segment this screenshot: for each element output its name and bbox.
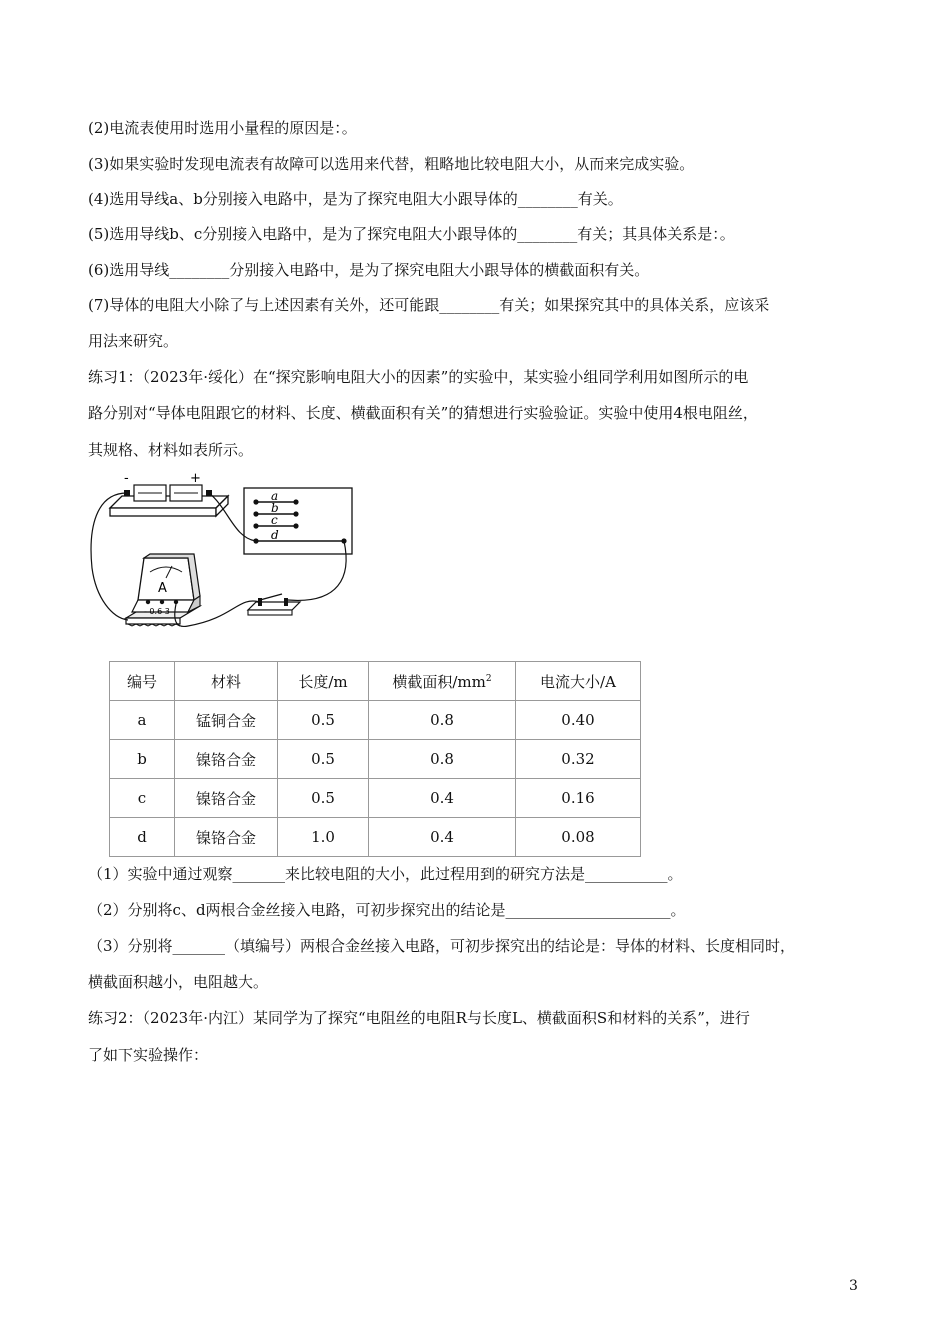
- table-cell: 0.5: [278, 779, 369, 818]
- header-cell: 编号: [110, 662, 175, 701]
- question-2: (2)电流表使用时选用小量程的原因是：。: [88, 119, 357, 137]
- exercise-2-line-1: 练习2：（2023年·内江）某同学为了探究“电阻丝的电阻R与长度L、横截面积S和材料的关系”，进行: [88, 1009, 750, 1027]
- table-header-row: [110, 662, 641, 701]
- table-cell: 0.8: [369, 701, 516, 740]
- header-superscript: 2: [485, 673, 492, 684]
- minus-label: -: [124, 471, 129, 486]
- table-cell: 镍铬合金: [175, 740, 278, 779]
- header-cell: 材料: [175, 662, 278, 701]
- header-cell: 长度/m: [278, 662, 369, 701]
- exercise-2-line-2: 了如下实验操作：: [88, 1046, 209, 1064]
- wire-label-a: a: [271, 489, 279, 503]
- table-cell: 0.08: [516, 818, 641, 857]
- table-cell: 镍铬合金: [175, 779, 278, 818]
- resistance-board: [244, 488, 352, 554]
- switch-icon: [248, 594, 300, 615]
- table-cell: 0.40: [516, 701, 641, 740]
- sub-question-1: （1）实验中通过观察_______来比较电阻的大小，此过程用到的研究方法是___________。: [88, 865, 683, 883]
- plus-label: +: [190, 471, 201, 486]
- table-cell: 0.8: [369, 740, 516, 779]
- ammeter-terminals: - 0.6 3: [144, 607, 170, 616]
- battery-icon: [110, 485, 228, 516]
- header-text: 横截面积/mm: [392, 672, 486, 691]
- header-cell: [369, 662, 516, 701]
- question-7-line-1: (7)导体的电阻大小除了与上述因素有关外，还可能跟________有关；如果探究其中的具体关系，应该采: [88, 296, 770, 314]
- table-cell: 0.16: [516, 779, 641, 818]
- wire-label-b: b: [271, 501, 279, 515]
- question-7-line-2: 用法来研究。: [88, 332, 179, 350]
- table-row: [110, 818, 641, 857]
- circuit-diagram: [88, 468, 368, 633]
- exercise-1-line-3: 其规格、材料如表所示。: [88, 441, 254, 459]
- wire-label-d: d: [271, 528, 279, 542]
- exercise-1-line-1: 练习1：（2023年·绥化）在“探究影响电阻大小的因素”的实验中，某实验小组同学利用如图所示的电: [88, 368, 749, 386]
- table-cell: 0.5: [278, 701, 369, 740]
- table-cell: 镍铬合金: [175, 818, 278, 857]
- question-3: (3)如果实验时发现电流表有故障可以选用来代替，粗略地比较电阻大小，从而来完成实验。: [88, 155, 695, 173]
- table-cell: 0.4: [369, 818, 516, 857]
- table-cell: 1.0: [278, 818, 369, 857]
- table-cell: b: [110, 740, 175, 779]
- question-5: (5)选用导线b、c分别接入电路中，是为了探究电阻大小跟导体的________有关；其具体关系是：。: [88, 225, 735, 243]
- table-cell: a: [110, 701, 175, 740]
- table-cell: 0.4: [369, 779, 516, 818]
- exercise-1-line-2: 路分别对“导体电阻跟它的材料、长度、横截面积有关”的猜想进行实验验证。实验中使用4根电阻丝，: [88, 404, 758, 422]
- sub-question-3-line-2: 横截面积越小，电阻越大。: [88, 973, 269, 991]
- table-cell: d: [110, 818, 175, 857]
- table-row: [110, 740, 641, 779]
- ammeter-label: A: [158, 581, 167, 596]
- question-6: (6)选用导线________分别接入电路中，是为了探究电阻大小跟导体的横截面积有关。: [88, 261, 650, 279]
- table-cell: 0.5: [278, 740, 369, 779]
- table-cell: 0.32: [516, 740, 641, 779]
- table-cell: 锰铜合金: [175, 701, 278, 740]
- table-row: [110, 779, 641, 818]
- table-row: [110, 701, 641, 740]
- question-4: (4)选用导线a、b分别接入电路中，是为了探究电阻大小跟导体的________有关。: [88, 190, 623, 208]
- sub-question-3-line-1: （3）分别将_______（填编号）两根合金丝接入电路，可初步探究出的结论是：导体的材料、长度相同时，: [88, 937, 796, 955]
- sub-question-2: （2）分别将c、d两根合金丝接入电路，可初步探究出的结论是______________________。: [88, 901, 686, 919]
- wire-label-c: c: [271, 513, 278, 527]
- page-number: 3: [849, 1278, 858, 1294]
- table-cell: c: [110, 779, 175, 818]
- resistance-data-table: [109, 661, 641, 857]
- header-cell: 电流大小/A: [516, 662, 641, 701]
